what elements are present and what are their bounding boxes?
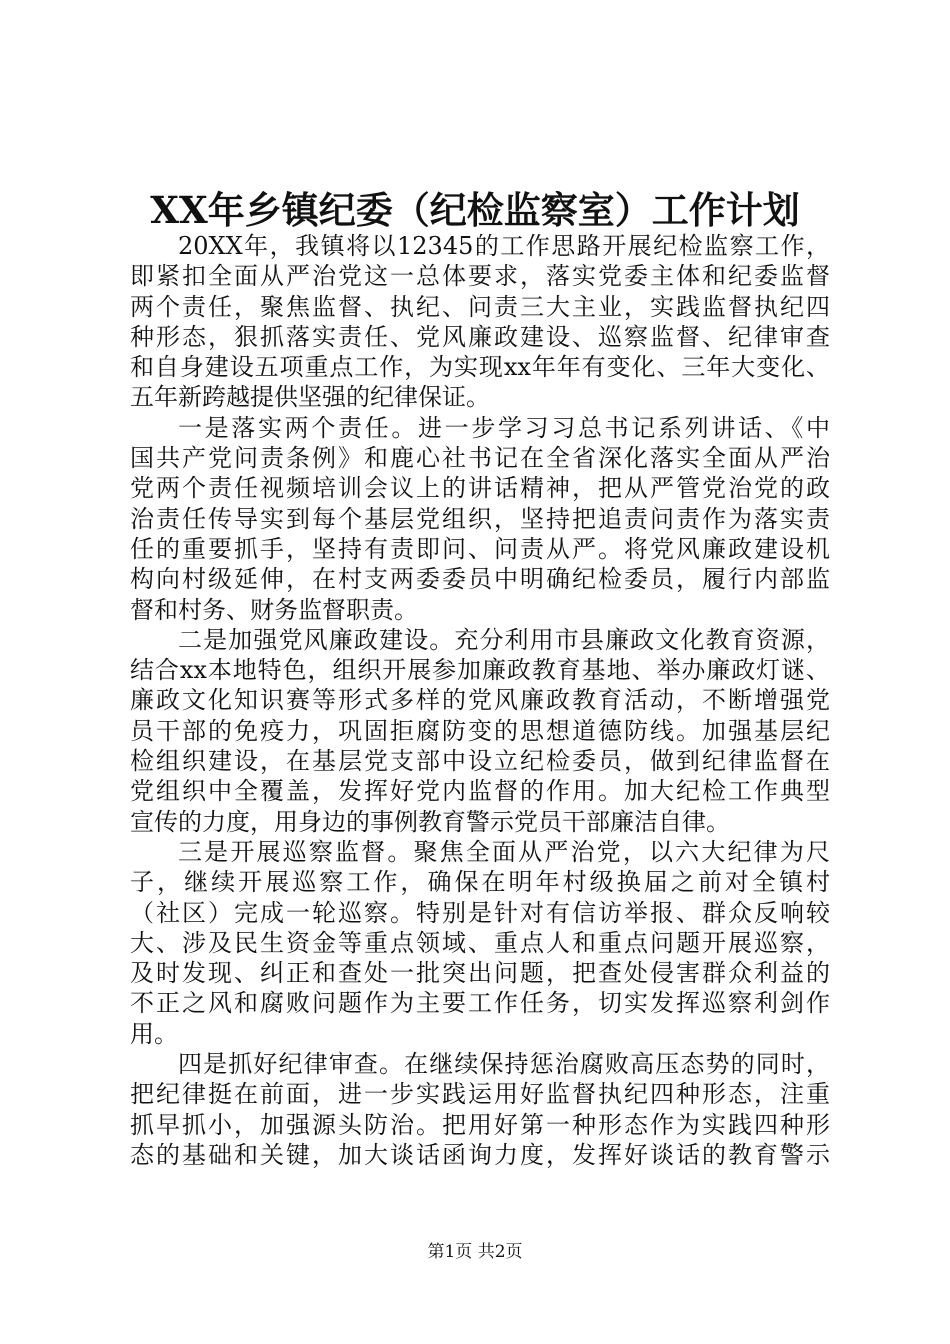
text-line: 党两个责任视频培训会议上的讲话精神，把从严管党治党的政 — [130, 474, 830, 503]
text-line: 一是落实两个责任。进一步学习习总书记系列讲话、《中 — [178, 413, 830, 442]
text-line: 大、涉及民生资金等重点领域、重点人和重点问题开展巡察， — [130, 928, 830, 957]
text-line: （社区）完成一轮巡察。特别是针对有信访举报、群众反响较 — [130, 898, 830, 927]
text-line: 抓早抓小，加强源头防治。把用好第一种形态作为实践四种形 — [130, 1110, 830, 1139]
text-line: 督和村务、财务监督职责。 — [130, 595, 418, 624]
text-line: 员干部的免疫力，巩固拒腐防变的思想道德防线。加强基层纪 — [130, 716, 830, 745]
text-line: 宣传的力度，用身边的事例教育警示党员干部廉洁自律。 — [130, 807, 730, 836]
text-line: 子，继续开展巡察工作，确保在明年村级换届之前对全镇村 — [130, 868, 830, 897]
text-line: 和自身建设五项重点工作，为实现xx年年有变化、三年大变化、 — [130, 353, 830, 382]
text-line: 结合xx本地特色，组织开展参加廉政教育基地、举办廉政灯谜、 — [130, 656, 830, 685]
text-line: 即紧扣全面从严治党这一总体要求，落实党委主体和纪委监督 — [130, 262, 830, 291]
text-line: 种形态，狠抓落实责任、党风廉政建设、巡察监督、纪律审查 — [130, 322, 830, 351]
text-line: 国共产党问责条例》和鹿心社书记在全省深化落实全面从严治 — [130, 444, 830, 473]
text-line: 治责任传导实到每个基层党组织，坚持把追责问责作为落实责 — [130, 504, 830, 533]
text-line: 20XX年，我镇将以12345的工作思路开展纪检监察工作， — [178, 232, 830, 260]
text-line: 把纪律挺在前面，进一步实践运用好监督执纪四种形态，注重 — [130, 1080, 830, 1109]
text-line: 廉政文化知识赛等形式多样的党风廉政教育活动，不断增强党 — [130, 686, 830, 715]
document-title: XX年乡镇纪委（纪检监察室）工作计划 — [150, 188, 800, 232]
document-body — [130, 231, 830, 1170]
text-line: 用。 — [130, 1019, 178, 1048]
text-line: 三是开展巡察监督。聚焦全面从严治党，以六大纪律为尺 — [178, 837, 830, 866]
text-line: 四是抓好纪律审查。在继续保持惩治腐败高压态势的同时， — [178, 1050, 830, 1079]
text-line: 党组织中全覆盖，发挥好党内监督的作用。加大纪检工作典型 — [130, 777, 830, 806]
text-line: 态的基础和关键，加大谈话函询力度，发挥好谈话的教育警示 — [130, 1140, 830, 1169]
text-line: 及时发现、纠正和查处一批突出问题，把查处侵害群众利益的 — [130, 959, 830, 988]
page-footer: 第1页 共2页 — [427, 1242, 523, 1262]
text-line: 五年新跨越提供坚强的纪律保证。 — [130, 383, 490, 412]
text-line: 不正之风和腐败问题作为主要工作任务，切实发挥巡察利剑作 — [130, 989, 830, 1018]
text-line: 任的重要抓手，坚持有责即问、问责从严。将党风廉政建设机 — [130, 534, 830, 563]
text-line: 两个责任，聚焦监督、执纪、问责三大主业，实践监督执纪四 — [130, 292, 830, 321]
text-line: 检组织建设，在基层党支部中设立纪检委员，做到纪律监督在 — [130, 747, 830, 776]
text-line: 构向村级延伸，在村支两委委员中明确纪检委员，履行内部监 — [130, 565, 830, 594]
text-line: 二是加强党风廉政建设。充分利用市县廉政文化教育资源， — [178, 625, 830, 654]
